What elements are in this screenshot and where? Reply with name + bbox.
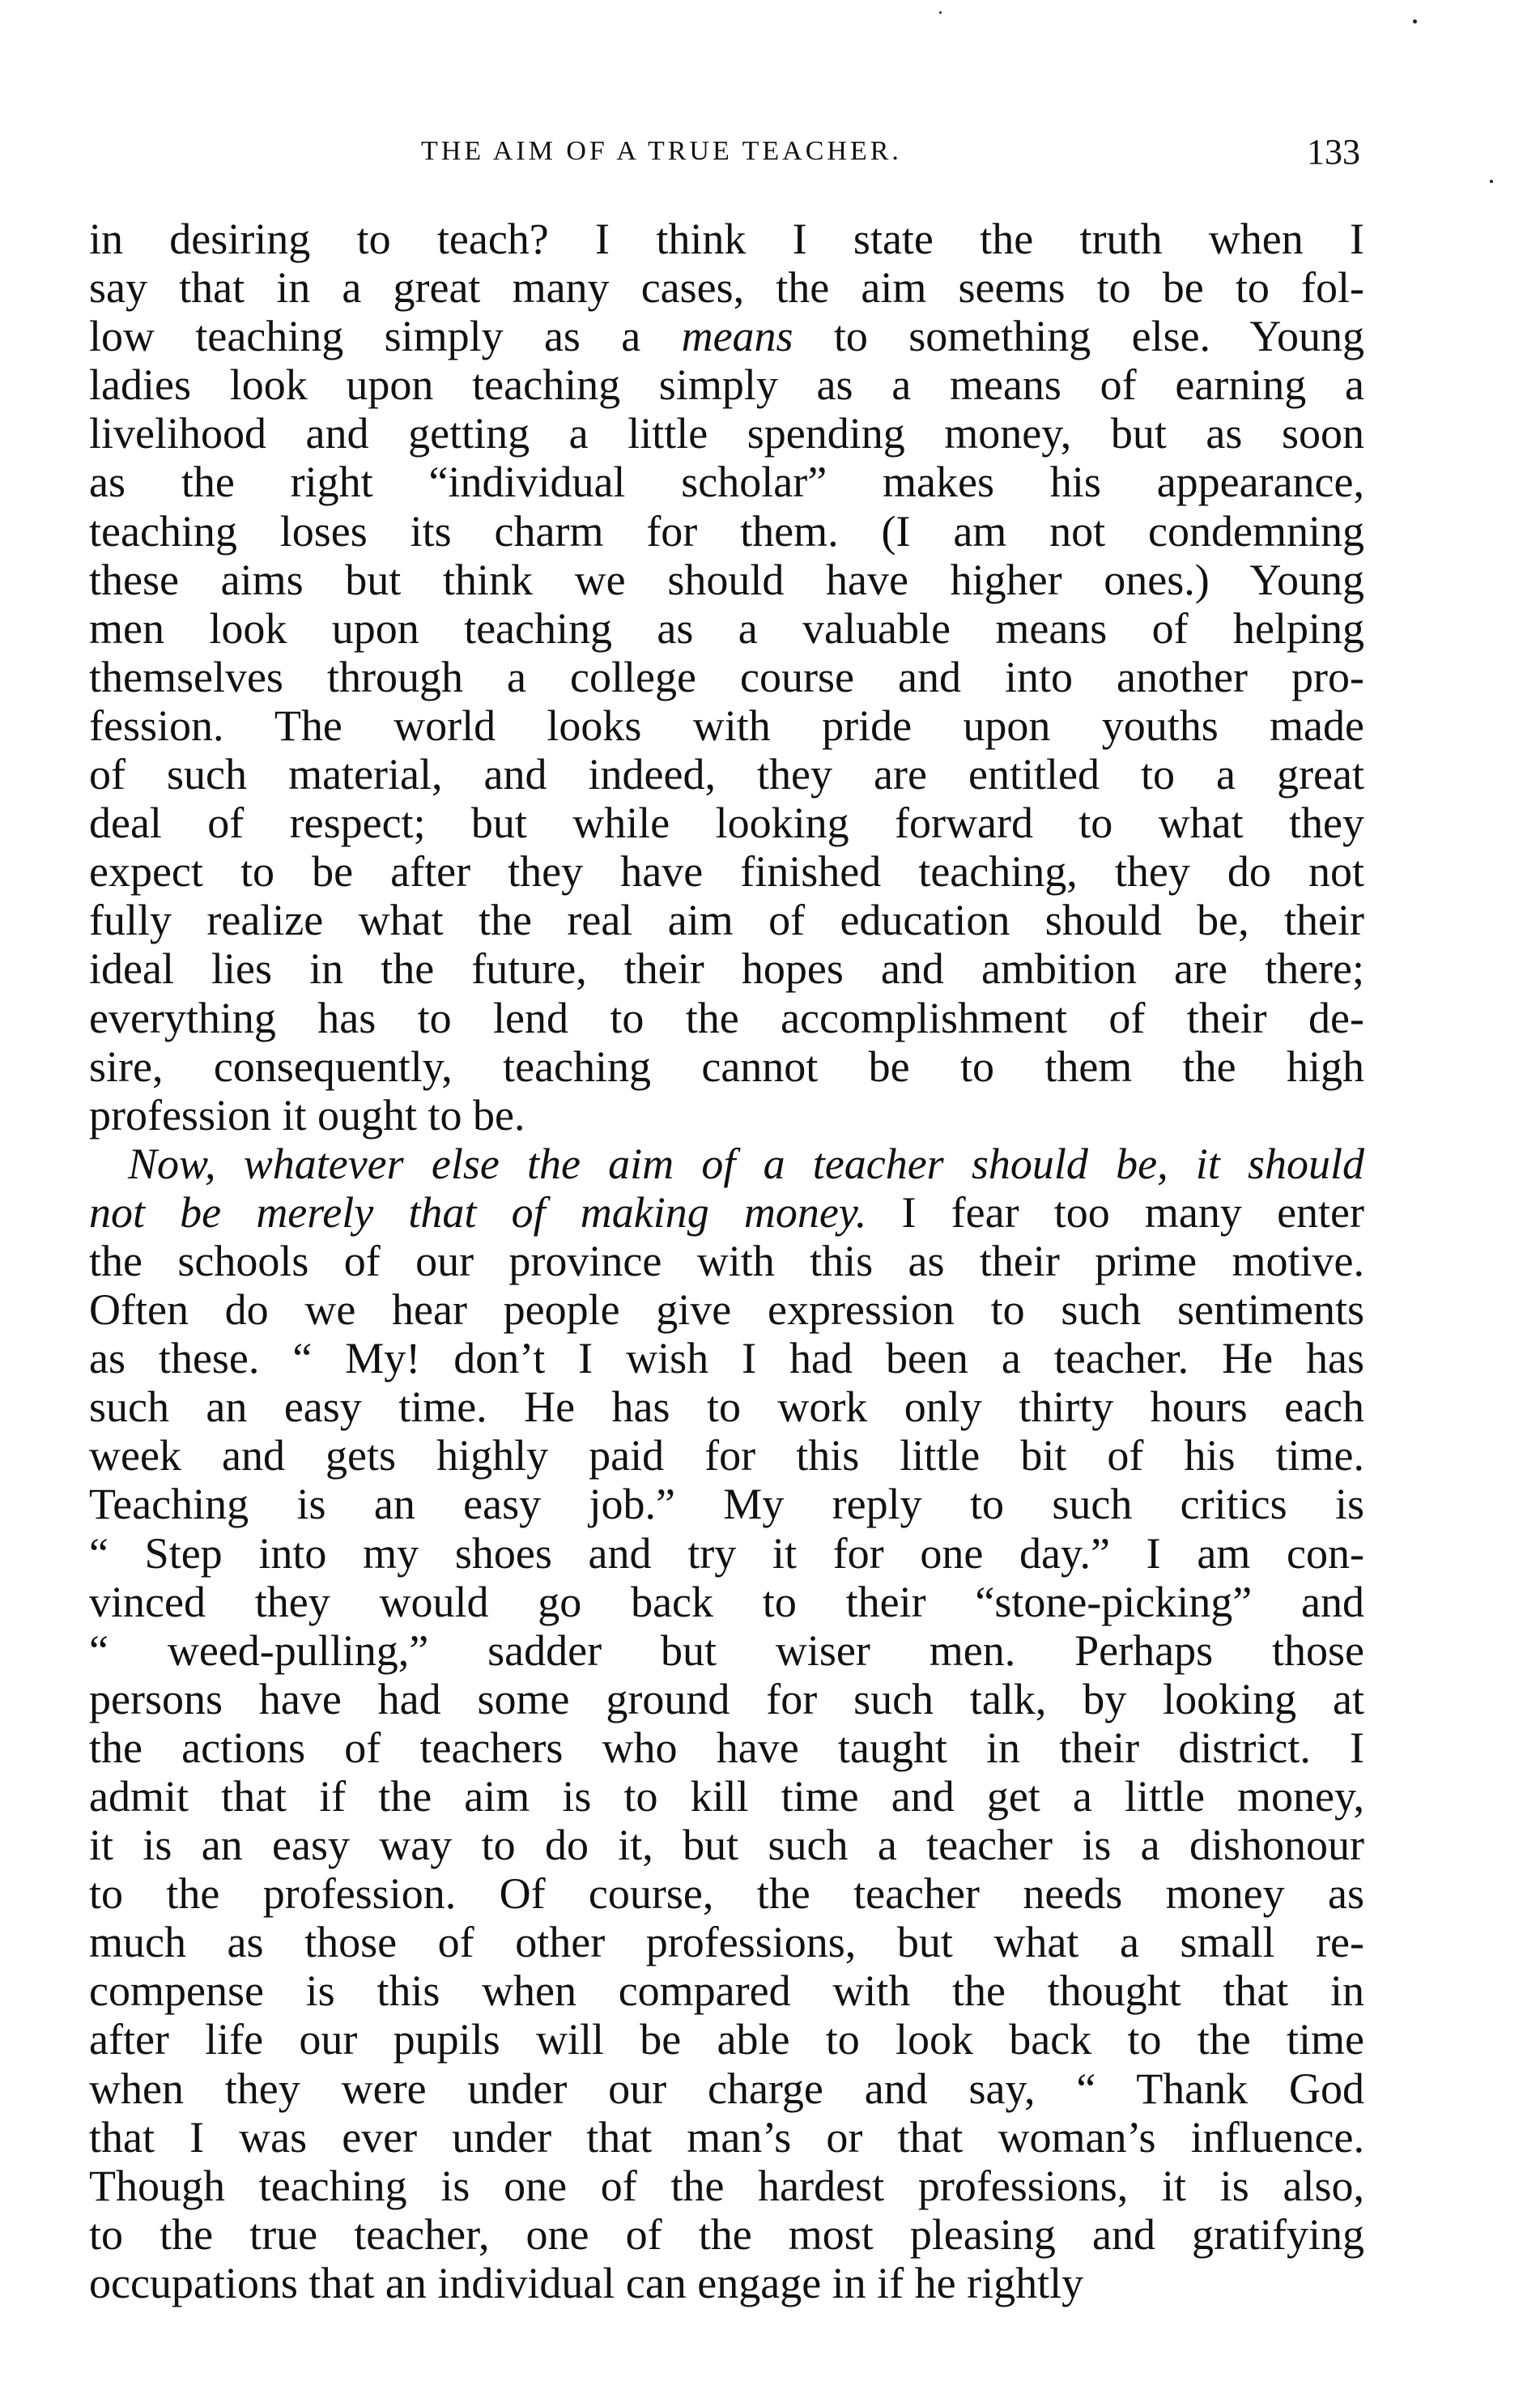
text-segment: to something else. Young	[793, 312, 1364, 361]
text-line: Though teaching is one of the hardest professions, it is also,	[89, 2161, 1364, 2210]
text-line: ladies look upon teaching simply as a means of earning a	[89, 360, 1364, 410]
text-line: ideal lies in the future, their hopes and ambition are there;	[89, 944, 1364, 994]
text-line: sire, consequently, teaching cannot be to them the high	[89, 1042, 1364, 1091]
text-line: fully realize what the real aim of education should be, their	[89, 896, 1364, 945]
text-line: as the right “individual scholar” makes his appearance,	[89, 458, 1364, 507]
text-line: “ weed-pulling,” sadder but wiser men. Perhaps those	[89, 1625, 1364, 1675]
text-line: admit that if the aim is to kill time and get a little money,	[89, 1772, 1364, 1821]
running-head	[113, 132, 1360, 185]
text-line: of such material, and indeed, they are entitled to a great	[89, 750, 1364, 799]
text-line: as these. “ My! don’t I wish I had been a teacher. He has	[89, 1334, 1364, 1383]
text-line: expect to be after they have finished teaching, they do not	[89, 847, 1364, 897]
text-line: to the profession. Of course, the teacher needs money as	[89, 1869, 1364, 1919]
text-line: Teaching is an easy job.” My reply to such critics is	[89, 1480, 1364, 1529]
page-number: 133	[1307, 132, 1360, 172]
scan-speck	[939, 11, 942, 14]
text-line: fession. The world looks with pride upon youths made	[89, 701, 1364, 750]
text-line: week and gets highly paid for this little bit of his time.	[89, 1431, 1364, 1480]
text-line: in desiring to teach? I think I state the truth when I	[89, 215, 1364, 263]
text-line: everything has to lend to the accomplishment of their de-	[89, 993, 1364, 1042]
paragraph-2	[89, 1140, 1364, 2307]
scan-speck	[1413, 19, 1417, 23]
text-line: it is an easy way to do it, but such a teacher is a dishonour	[89, 1821, 1364, 1870]
text-line: themselves through a college course and into another pro-	[89, 652, 1364, 701]
paragraph-1	[89, 215, 1364, 1140]
text-line: vinced they would go back to their “stone-picking” and	[89, 1577, 1364, 1626]
italic-text-segment: means	[681, 312, 793, 361]
italic-text-segment: not be merely that of making money.	[89, 1187, 867, 1237]
text-line: “ Step into my shoes and try it for one day.” I am con-	[89, 1528, 1364, 1578]
text-line: deal of respect; but while looking forward to what they	[89, 799, 1364, 848]
text-line: livelihood and getting a little spending money, but as soon	[89, 409, 1364, 458]
body-text	[89, 215, 1364, 2307]
text-line: when they were under our charge and say, “ Thank God	[89, 2064, 1364, 2113]
text-line: compense is this when compared with the thought that in	[89, 1966, 1364, 2016]
scan-speck	[1490, 180, 1493, 183]
text-line: persons have had some ground for such talk, by looking at	[89, 1674, 1364, 1723]
text-line	[89, 1188, 1364, 1237]
text-line	[89, 312, 1364, 360]
text-line: after life our pupils will be able to look back to the time	[89, 2015, 1364, 2064]
text-segment: low teaching simply as a	[89, 312, 682, 361]
text-line: teaching loses its charm for them. (I am not condemning	[89, 506, 1364, 556]
text-line: much as those of other professions, but what a small re-	[89, 1918, 1364, 1967]
text-segment: I fear too many enter	[866, 1187, 1364, 1237]
text-line: occupations that an individual can engage in if he rightly	[89, 2258, 1084, 2307]
text-line: to the true teacher, one of the most pleasing and gratifying	[89, 2209, 1364, 2259]
text-line	[89, 1140, 1364, 1188]
text-line: men look upon teaching as a valuable means of helping	[89, 603, 1364, 653]
text-line: these aims but think we should have higher ones.) Young	[89, 555, 1364, 604]
text-line: the actions of teachers who have taught in their district. I	[89, 1723, 1364, 1772]
text-line: the schools of our province with this as their prime motive.	[89, 1236, 1364, 1285]
running-title: THE AIM OF A TRUE TEACHER.	[421, 136, 902, 166]
text-line: that I was ever under that man’s or that woman’s influence.	[89, 2112, 1364, 2162]
text-line: say that in a great many cases, the aim seems to be to fol-	[89, 263, 1364, 313]
text-line: profession it ought to be.	[89, 1090, 525, 1140]
text-line: such an easy time. He has to work only thirty hours each	[89, 1382, 1364, 1432]
italic-text-segment: Now, whatever else the aim of a teacher should be, it should	[128, 1139, 1364, 1188]
text-line: Often do we hear people give expression to such sentiments	[89, 1285, 1364, 1335]
